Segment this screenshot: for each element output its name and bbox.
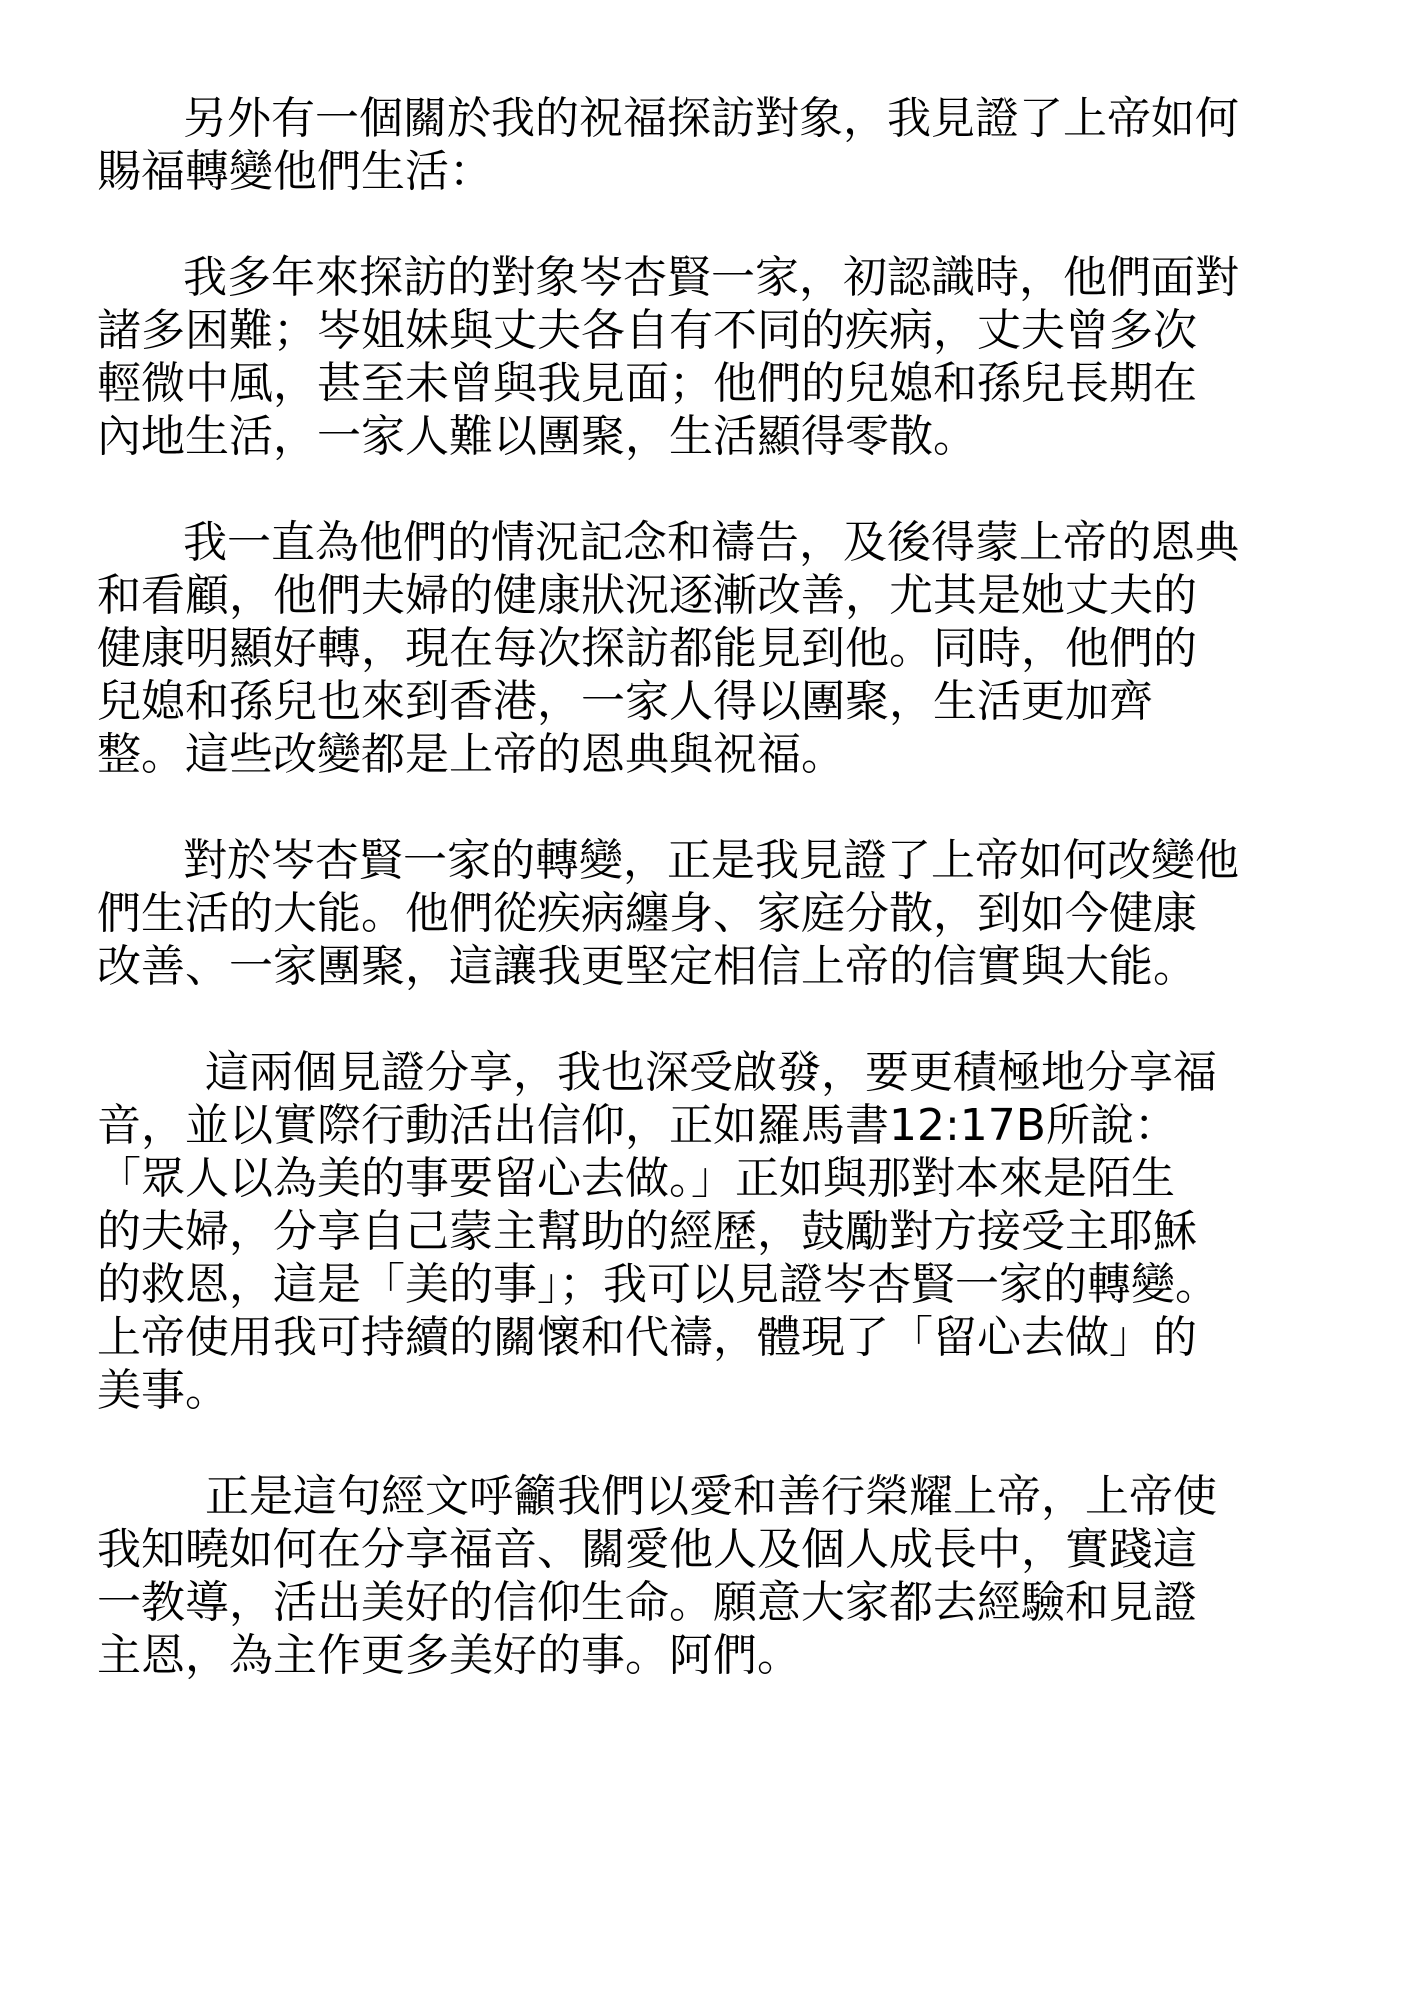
text-line: 「眾人以為美的事要留心去做。」正如與那對本來是陌生 [97, 1153, 1175, 1204]
text-line: 內地生活，一家人難以團聚，生活顯得零散。 [97, 411, 977, 462]
document-body [97, 92, 1327, 1735]
paragraph-witness [97, 834, 1327, 993]
text-line: 們生活的大能。他們從疾病纏身、家庭分散，到如今健康 [97, 888, 1197, 939]
paragraph-intro [97, 92, 1327, 198]
text-line: 的夫婦，分享自己蒙主幫助的經歷，鼓勵對方接受主耶穌 [97, 1206, 1197, 1257]
text-line: 我多年來探訪的對象岑杏賢一家，初認識時，他們面對 [183, 252, 1239, 303]
paragraph-prayer-and-change [97, 516, 1327, 781]
text-line: 另外有一個關於我的祝福探訪對象，我見證了上帝如何 [183, 93, 1239, 144]
text-line: 我知曉如何在分享福音、關愛他人及個人成長中，實踐這 [97, 1524, 1197, 1575]
text-line: 美事。 [97, 1365, 229, 1416]
text-line: 賜福轉變他們生活： [97, 146, 493, 197]
text-line: 的救恩，這是「美的事」；我可以見證岑杏賢一家的轉變。 [97, 1259, 1219, 1310]
text-line: 改善、一家團聚，這讓我更堅定相信上帝的信實與大能。 [97, 941, 1197, 992]
text-line: 兒媳和孫兒也來到香港，一家人得以團聚，生活更加齊 [97, 676, 1153, 727]
text-line: 音，並以實際行動活出信仰，正如羅馬書12:17B所說： [97, 1100, 1178, 1151]
paragraph-inspiration [97, 1046, 1327, 1417]
text-line: 一教導，活出美好的信仰生命。願意大家都去經驗和見證 [97, 1577, 1197, 1628]
text-line: 上帝使用我可持續的關懷和代禱，體現了「留心去做」的 [97, 1312, 1197, 1363]
text-line: 健康明顯好轉，現在每次探訪都能見到他。同時，他們的 [97, 623, 1197, 674]
text-line: 我一直為他們的情況記念和禱告，及後得蒙上帝的恩典 [183, 517, 1239, 568]
text-line: 對於岑杏賢一家的轉變，正是我見證了上帝如何改變他 [183, 835, 1239, 886]
paragraph-conclusion [97, 1470, 1327, 1682]
text-line: 正是這句經文呼籲我們以愛和善行榮耀上帝，上帝使 [205, 1471, 1217, 1522]
paragraph-family-background [97, 251, 1327, 463]
text-line: 諸多困難；岑姐妹與丈夫各自有不同的疾病，丈夫曾多次 [97, 305, 1197, 356]
text-line: 這兩個見證分享，我也深受啟發，要更積極地分享福 [205, 1047, 1217, 1098]
text-line: 整。這些改變都是上帝的恩典與祝福。 [97, 729, 845, 780]
text-line: 主恩，為主作更多美好的事。阿們。 [97, 1630, 801, 1681]
text-line: 和看顧，他們夫婦的健康狀況逐漸改善，尤其是她丈夫的 [97, 570, 1197, 621]
text-line: 輕微中風，甚至未曾與我見面；他們的兒媳和孫兒長期在 [97, 358, 1197, 409]
